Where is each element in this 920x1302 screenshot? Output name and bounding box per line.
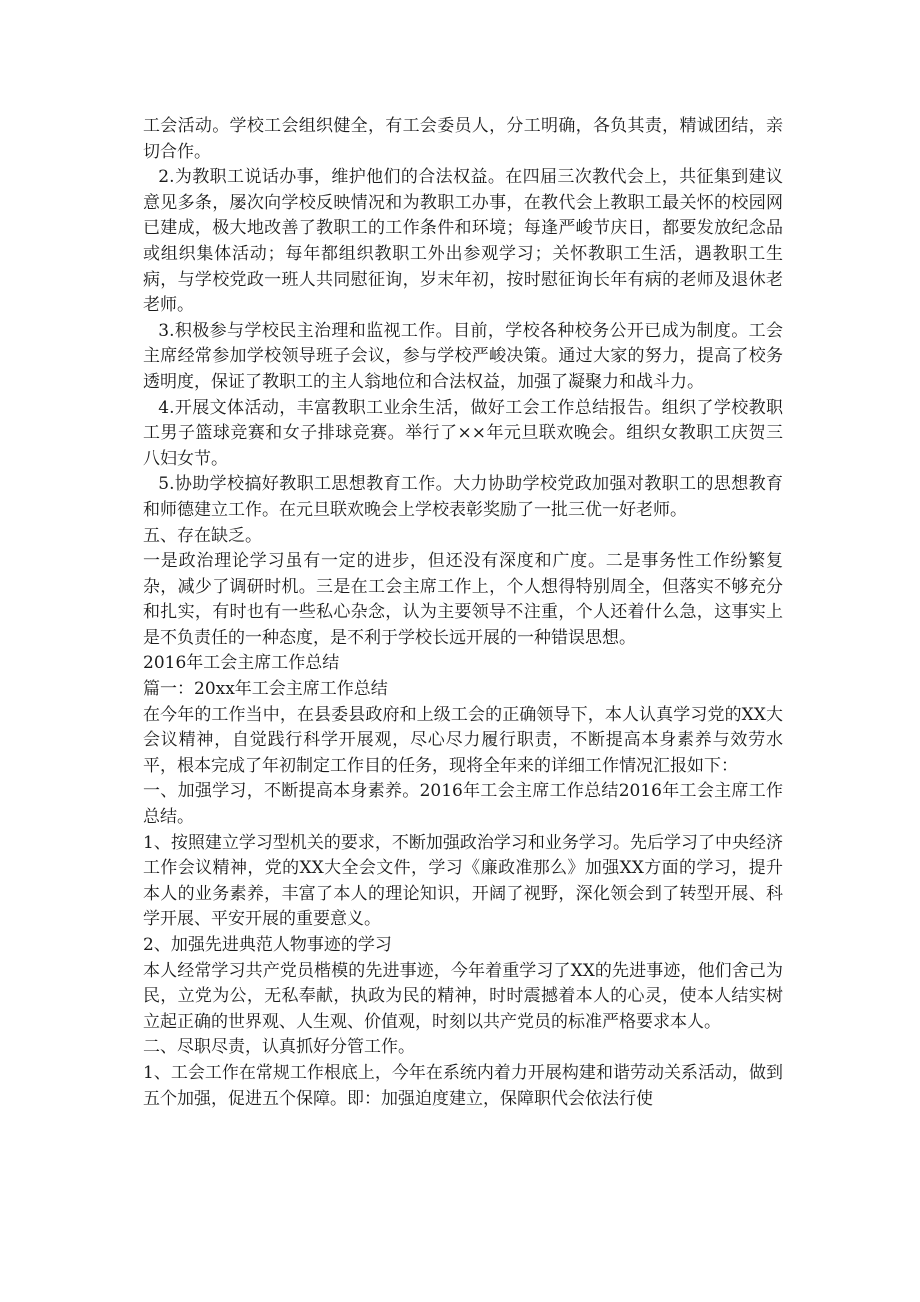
section-heading: 二、尽职尽责，认真抓好分管工作。 [143,1037,415,1058]
paragraph: 3.积极参与学校民主治理和监视工作。目前，学校各种校务公开已成为制度。工会主席经常参加学校领导班子会议，参与学校严峻决策。通过大家的努力，提高了校务透明度，保证了教职工的主人翁地位和合法权益，加强了凝聚力和战斗力。 [143,320,783,392]
chapter-heading: 篇一：20xx年工会主席工作总结 [143,679,388,700]
document-page [143,114,783,1112]
paragraph: 1、工会工作在常规工作根底上，今年在系统内着力开展构建和谐劳动关系活动，做到五个加强，促进五个保障。即：加强迫度建立，保障职代会依法行使 [143,1062,783,1109]
paragraph: 本人经常学习共产党员楷模的先进事迹，今年着重学习了XX的先进事迹，他们舍己为民，立党为公，无私奉献，执政为民的精神，时时震撼着本人的心灵，使本人结实树立起正确的世界观、人生观、价值观，时刻以共产党员的标准严格要求本人。 [143,960,783,1032]
paragraph: 5.协助学校搞好教职工思想教育工作。大力协助学校党政加强对教职工的思想教育和师德建立工作。在元旦联欢晚会上学校表彰奖励了一批三优一好老师。 [143,474,783,520]
paragraph: 在今年的工作当中，在县委县政府和上级工会的正确领导下，本人认真学习党的XX大会议精神，自觉践行科学开展观，尽心尽力履行职责，不断提高本身素养与效劳水平，根本完成了年初制定工作目的任务，现将全年来的详细工作情况汇报如下： [143,704,783,776]
document-title: 2016年工会主席工作总结 [143,653,340,674]
paragraph: 工会活动。学校工会组织健全，有工会委员人，分工明确，各负其责，精诚团结，亲切合作。 [143,116,783,162]
section-heading: 五、存在缺乏。 [143,525,262,546]
paragraph: 1、按照建立学习型机关的要求，不断加强政治学习和业务学习。先后学习了中央经济工作会议精神，党的XX大全会文件，学习《廉政准那么》加强XX方面的学习，提升本人的业务素养，丰富了本人的理论知识，开阔了视野，深化领会到了转型开展、科学开展、平安开展的重要意义。 [143,832,783,930]
subsection-heading: 2、加强先进典范人物事迹的学习 [143,935,392,955]
paragraph: 一是政治理论学习虽有一定的进步，但还没有深度和广度。二是事务性工作纷繁复杂，减少了调研时机。三是在工会主席工作上，个人想得特别周全，但落实不够充分和扎实，有时也有一些私心杂念，认为主要领导不注重，个人还着什么急，这事实上是不负责任的一种态度，是不利于学校长远开展的一种错误思想。 [143,551,783,648]
paragraph: 4.开展文体活动，丰富教职工业余生活，做好工会工作总结报告。组织了学校教职工男子篮球竞赛和女子排球竞赛。举行了××年元旦联欢晚会。组织女教职工庆贺三八妇女节。 [143,397,783,469]
paragraph: 2.为教职工说话办事，维护他们的合法权益。在四届三次教代会上，共征集到建议意见多条，屡次向学校反映情况和为教职工办事，在教代会上教职工最关怀的校园网已建成，极大地改善了教职工的工作条件和环境；每逢严峻节庆日，都要发放纪念品或组织集体活动；每年都组织教职工外出参观学习；关怀教职工生活，遇教职工生病，与学校党政一班人共同慰征询，岁末年初，按时慰征询长年有病的老师及退休老老师。 [143,167,783,316]
section-heading: 一、加强学习，不断提高本身素养。2016年工会主席工作总结2016年工会主席工作总结。 [143,781,783,828]
